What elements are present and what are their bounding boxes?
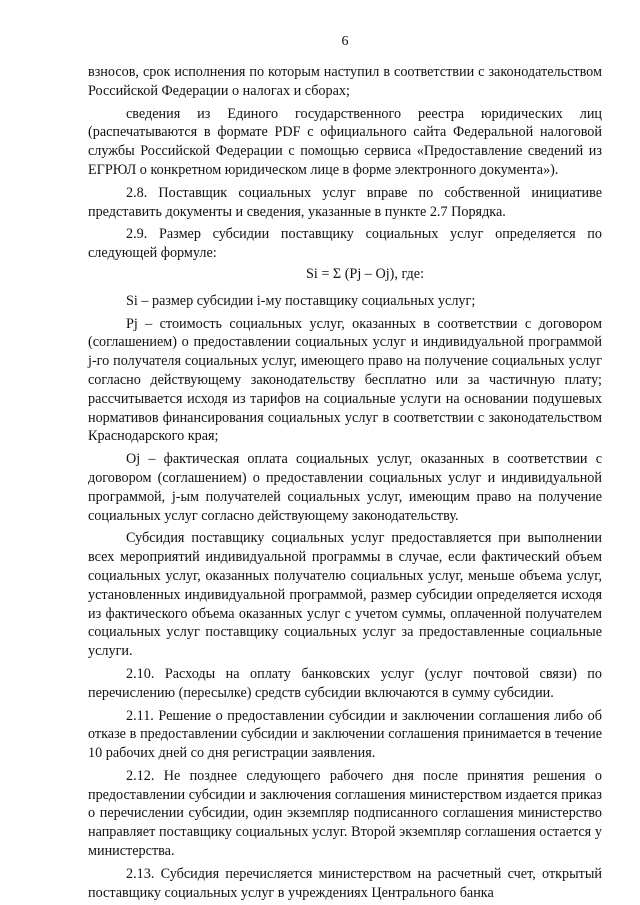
subsidy-formula: Si = Σ (Pj – Oj), где: (305, 265, 425, 282)
definition-pj: Pj – стоимость социальных услуг, оказанных в соответствии с договором (соглашением) о предоставлении социальных услуг и индивидуальной программой j-го получателя социальных услуг, имеющего право на получение социальных услуг согласно действующему законодательству бесплатно или за частичную плату; рассчитывается исходя из тарифов на социальные услуги на основании подушевых нормативов финансирования социальных услуг в соответствии с законодательством Краснодарского края; (88, 315, 602, 445)
paragraph-2-12: 2.12. Не позднее следующего рабочего дня после принятия решения о предоставлении субсидии и заключения соглашения министерством издается приказ о перечислении субсидии, один экземпляр подписанного соглашения министерство направляет поставщику социальных услуг. Второй экземпляр соглашения остается у министерства. (88, 767, 602, 860)
paragraph-2-11: 2.11. Решение о предоставлении субсидии и заключении соглашения либо об отказе в предоставлении субсидии и заключении соглашения принимается в течение 10 рабочих дней со дня регистрации заявления. (88, 707, 602, 762)
paragraph-taxes-continuation: взносов, срок исполнения по которым наступил в соответствии с законодательством Российской Федерации о налогах и сборах; (88, 64, 602, 99)
paragraph-2-13: 2.13. Субсидия перечисляется министерством на расчетный счет, открытый поставщику социальных услуг в учреждениях Центрального банка (88, 865, 602, 901)
definition-oj: Oj – фактическая оплата социальных услуг, оказанных в соответствии с договором (соглашением) о предоставлении социальных услуг и индивидуальной программой, j-ым получателей социальных услуг, имеющим право на получение социальных услуг согласно действующему законодательству. (88, 451, 602, 524)
paragraph-2-8: 2.8. Поставщик социальных услуг вправе по собственной инициативе представить документы и сведения, указанные в пункте 2.7 Порядка. (88, 184, 602, 220)
paragraph-2-9: 2.9. Размер субсидии поставщику социальных услуг определяется по следующей формуле: (88, 226, 602, 262)
paragraph-subsidy-conditions: Субсидия поставщику социальных услуг предоставляется при выполнении всех мероприятий индивидуальной программы в случае, если фактический объем социальных услуг, оказанных получателю социальных услуг, меньше объема услуг, установленных индивидуальной программой, размер субсидии определяется исходя из фактического объема оказанных услуг с учетом суммы, оплаченной получателем социальных услуг поставщику социальных услуг за предоставленные социальные услуги. (88, 530, 602, 660)
paragraph-2-10: 2.10. Расходы на оплату банковских услуг (услуг почтовой связи) по перечислению (пересылке) средств субсидии включаются в сумму субсидии. (88, 665, 602, 701)
definition-si: Si – размер субсидии i-му поставщику социальных услуг; (126, 292, 476, 309)
paragraph-egrul-info: сведения из Единого государственного реестра юридических лиц (распечатываются в формате PDF с официального сайта Федеральной налоговой службы Российской Федерации с помощью сервиса «Предоставление сведений из ЕГРЮЛ о конкретном юридическом лице в форме электронного документа»). (88, 105, 602, 178)
page-number: 6 (341, 34, 349, 49)
